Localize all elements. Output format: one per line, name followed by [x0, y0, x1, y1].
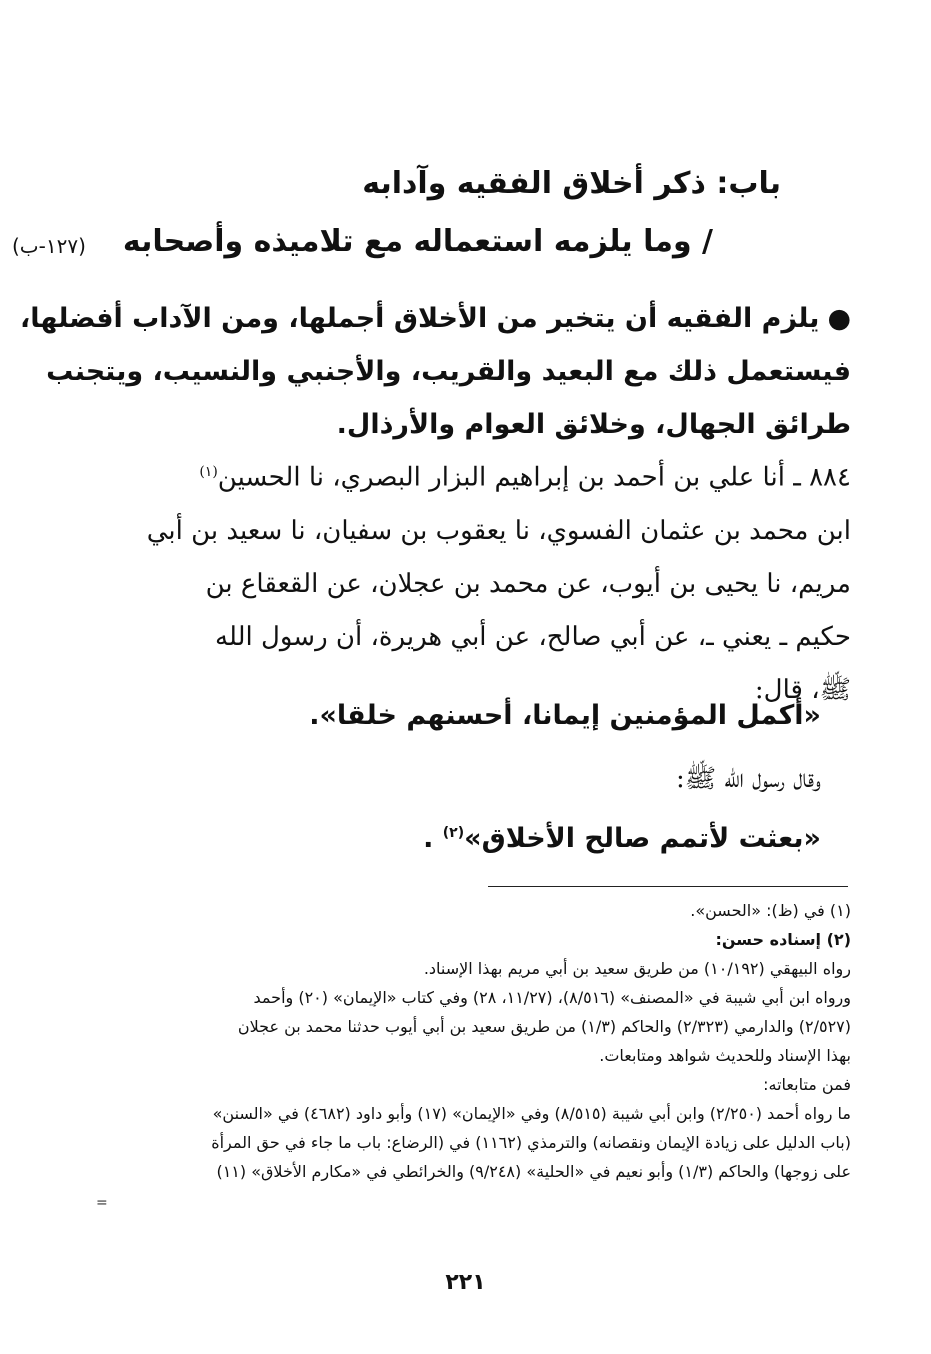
footnote-2-title: (٢) إسناده حسن: [715, 930, 851, 949]
footnote-divider [488, 886, 848, 887]
footnote-ref-2[interactable]: (٢) [442, 825, 465, 841]
continuation-mark: = [96, 1195, 108, 1211]
manuscript-folio-note: (١٢٧-ب) [12, 234, 86, 258]
quote-end: . [423, 823, 434, 854]
page-number: ٢٢١ [445, 1270, 486, 1295]
footnote-line: على زوجها) والحاكم (١/٣) وأبو نعيم في «الحلية» (٩/٢٤٨) والخرائطي في «مكارم الأخلاق» (١١) [216, 1162, 851, 1181]
paragraph-line: مريم، نا يحيى بن أيوب، عن محمد بن عجلان، عن القعقاع بن [205, 568, 851, 599]
footnote-line: فمن متابعاته: [763, 1075, 851, 1094]
paragraph-text: ٨٨٤ ـ أنا علي بن أحمد بن إبراهيم البزار البصري، نا الحسين [217, 462, 851, 493]
footnote-line: (٢/٥٢٧) والدارمي (٢/٣٢٣) والحاكم (١/٣) من طريق سعيد بن أبي أيوب حدثنا محمد بن عجلان [237, 1017, 851, 1036]
quote-text: «بعثت لأتمم صالح الأخلاق» [464, 823, 821, 854]
chapter-subtitle: / وما يلزمه استعماله مع تلاميذه وأصحابه [122, 224, 713, 259]
hadith-quote-1: «أكمل المؤمنين إيمانا، أحسنهم خلقا». [309, 700, 821, 731]
footnote-1: (١) في (ظ): «الحسن». [690, 901, 851, 920]
paragraph-line: طرائق الجهال، وخلائق العوام والأرذال. [336, 409, 851, 440]
paragraph-line [19, 292, 851, 345]
paragraph-line: فيستعمل ذلك مع البعيد والقريب، والأجنبي والنسيب، ويتجنب [46, 356, 851, 387]
footnote-line: بهذا الإسناد وللحديث شواهد ومتابعات. [599, 1046, 851, 1065]
footnote-ref-1[interactable]: (١) [199, 464, 218, 480]
footnote-line: (باب الدليل على زيادة الإيمان ونقصانه) والترمذي (١١٦٢) في (الرضاع: باب ما جاء في حق المرأة [211, 1133, 851, 1152]
paragraph-text: يلزم الفقيه أن يتخير من الأخلاق أجملها، ومن الآداب أفضلها، [19, 303, 820, 334]
footnote-line: ورواه ابن أبي شيبة في «المصنف» (٨/٥١٦)، (١١/٢٧، ٢٨) وفي كتاب «الإيمان» (٢٠) وأحمد [253, 988, 851, 1007]
hadith-quote-2 [423, 823, 821, 854]
paragraph-line: ﷺ، قال: [754, 674, 851, 705]
footnote-line: ما رواه أحمد (٢/٢٥٠) وابن أبي شيبة (٨/٥١٥) وفي «الإيمان» (١٧) وأبو داود (٤٦٨٢) في «السنن» [212, 1104, 851, 1123]
opening-paragraph [19, 292, 851, 451]
paragraph-line: حكيم ـ يعني ـ، عن أبي صالح، عن أبي هريرة، أن رسول الله [215, 621, 851, 652]
chapter-title: باب: ذكر أخلاق الفقيه وآدابه [362, 166, 781, 201]
hadith-isnad-paragraph [111, 446, 851, 717]
footnotes [111, 896, 851, 1186]
footnote-line: رواه البيهقي (١٠/١٩٢) من طريق سعيد بن أبي مريم بهذا الإسناد. [423, 959, 851, 978]
paragraph-line: ابن محمد بن عثمان الفسوي، نا يعقوب بن سفيان، نا سعيد بن أبي [146, 515, 851, 546]
narration-intro: وقال رسول الله ﷺ: [675, 764, 821, 794]
paragraph-line [111, 446, 851, 505]
bullet-icon: ● [827, 303, 851, 334]
